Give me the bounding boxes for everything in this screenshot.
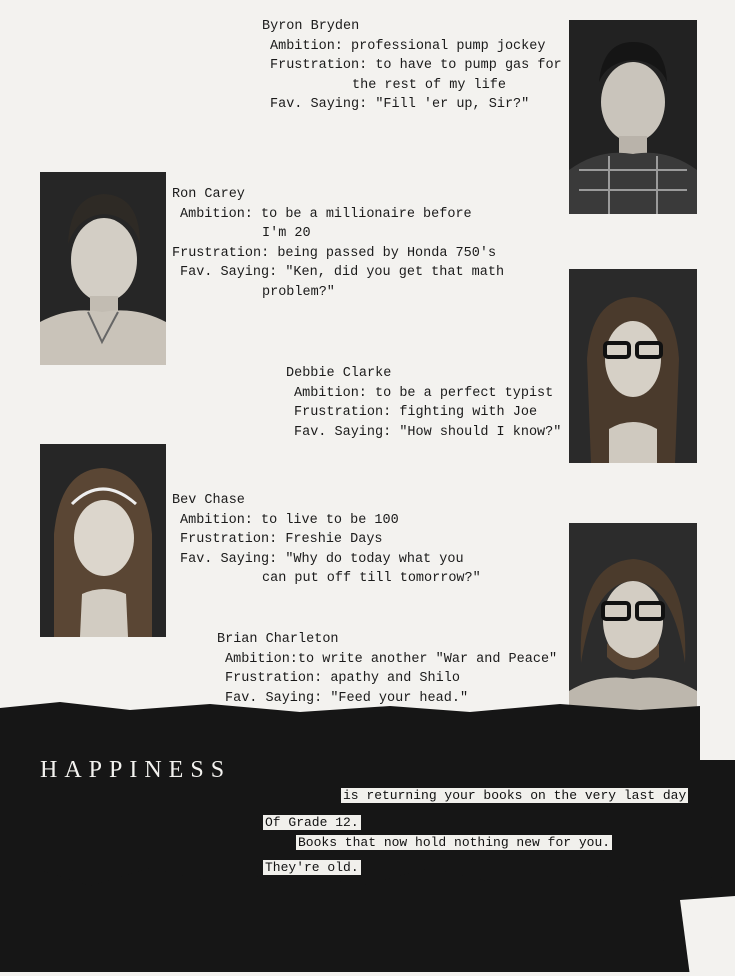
frustration-text: Frustration: being passed by Honda 750's — [172, 245, 497, 261]
student-name: Byron Bryden — [262, 19, 360, 34]
entry-debbie-clarke — [286, 364, 561, 442]
entry-bev-chase — [172, 491, 481, 589]
fav-saying-text: Fav. Saying: "How should I know?" — [294, 424, 562, 440]
fav-saying-text: Fav. Saying: "Ken, did you get that math — [180, 265, 505, 280]
ambition-text: Ambition: to live to be 100 — [180, 512, 399, 528]
student-name: Ron Carey — [172, 187, 245, 202]
ambition-text: Ambition: professional pump jockey — [270, 38, 546, 54]
fav-saying-text-cont: can put off till tomorrow?" — [262, 571, 481, 586]
student-name: Debbie Clarke — [286, 366, 392, 381]
portrait-debbie-clarke — [569, 269, 697, 463]
fav-saying-text-cont: problem?" — [262, 284, 335, 300]
entry-ron-carey — [172, 185, 504, 302]
frustration-text: Frustration: fighting with Joe — [294, 405, 538, 420]
student-name: Bev Chase — [172, 493, 245, 508]
portrait-byron-bryden — [569, 20, 697, 214]
fav-saying-text: Fav. Saying: "Fill 'er up, Sir?" — [270, 97, 530, 112]
ambition-text-cont: I'm 20 — [262, 226, 311, 241]
portrait-bev-chase — [40, 444, 166, 637]
happiness-line-3: Books that now hold nothing new for you. — [298, 835, 611, 850]
frustration-text-cont: the rest of my life — [352, 77, 506, 93]
ambition-text: Ambition: to be a perfect typist — [294, 385, 554, 401]
ambition-text: Ambition: to be a millionaire before — [180, 206, 472, 222]
happiness-line-4: They're old. — [265, 860, 359, 875]
fav-saying-text: Fav. Saying: "Why do today what you — [180, 551, 464, 567]
fav-saying-text: Fav. Saying: "Feed your head." — [225, 690, 469, 706]
entry-brian-charleton — [217, 630, 557, 708]
happiness-title: HAPPINESS — [40, 757, 232, 783]
happiness-line-1: is returning your books on the very last day — [343, 788, 687, 803]
frustration-text: Frustration: Freshie Days — [180, 532, 383, 547]
happiness-line-2: Of Grade 12. — [265, 815, 359, 830]
student-name: Brian Charleton — [217, 632, 339, 647]
frustration-text: Frustration: apathy and Shilo — [225, 671, 460, 686]
portrait-brian-charleton — [569, 523, 697, 717]
ambition-text: Ambition:to write another "War and Peace" — [225, 651, 558, 667]
entry-byron-bryden — [262, 17, 562, 115]
portrait-ron-carey — [40, 172, 166, 365]
frustration-text: Frustration: to have to pump gas for — [270, 58, 562, 73]
